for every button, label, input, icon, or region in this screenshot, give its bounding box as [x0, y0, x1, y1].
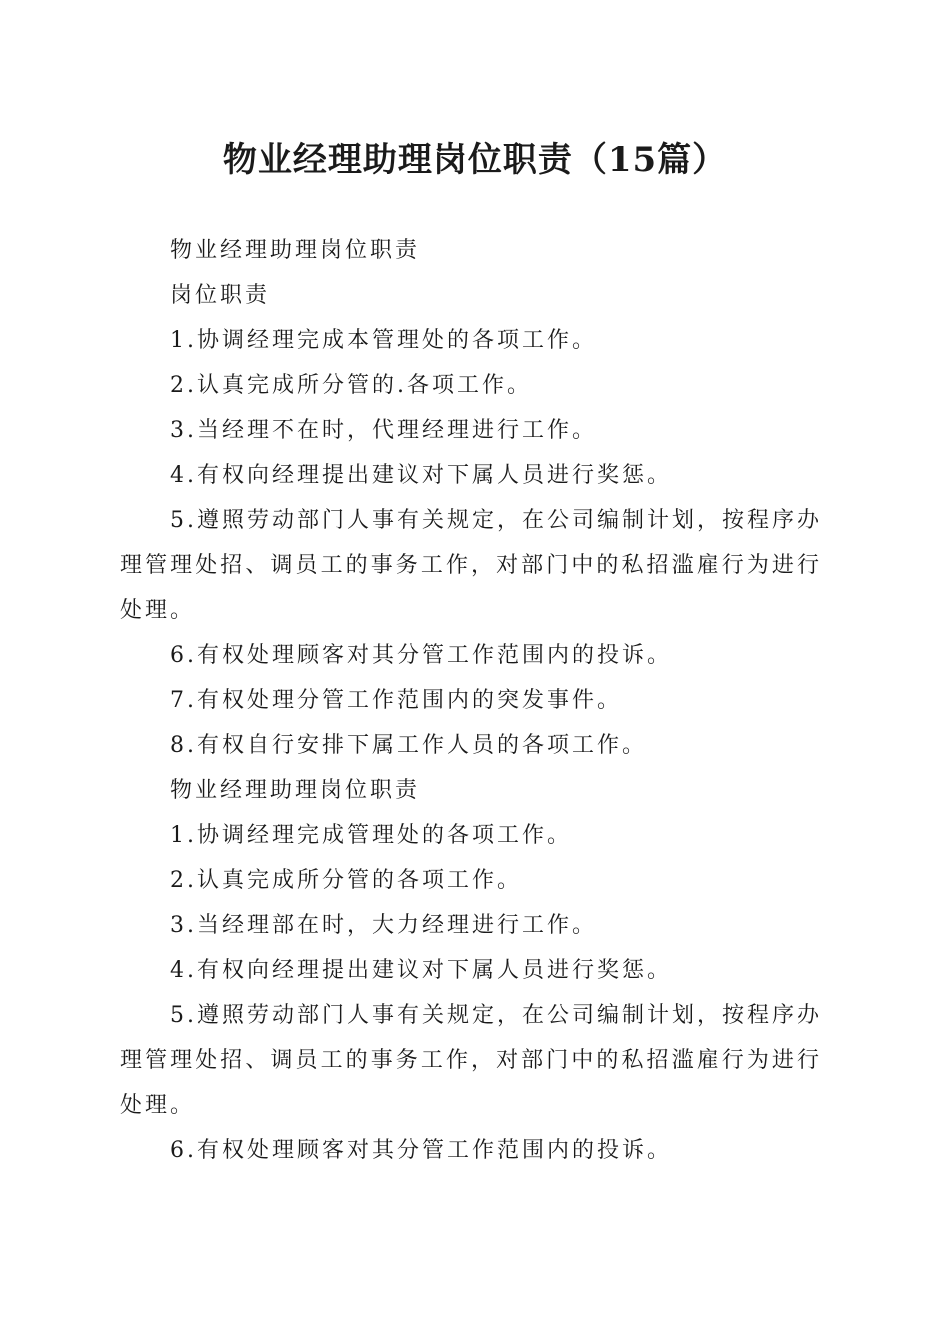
duty-item: 6.有权处理顾客对其分管工作范围内的投诉。 — [170, 1138, 672, 1163]
duty-item: 1.协调经理完成本管理处的各项工作。 — [170, 328, 597, 353]
section-heading: 物业经理助理岗位职责 — [170, 238, 421, 263]
document-title: 物业经理助理岗位职责（15篇） — [222, 140, 728, 180]
duty-item: 5.遵照劳动部门人事有关规定，在公司编制计划，按程序办理管理处招、调员工的事务工作，对部门中的私招滥雇行为进行处理。 — [120, 1003, 822, 1118]
subsection-heading: 岗位职责 — [170, 283, 271, 308]
document-body — [120, 228, 822, 1173]
duty-item: 4.有权向经理提出建议对下属人员进行奖惩。 — [170, 463, 672, 488]
duty-item: 4.有权向经理提出建议对下属人员进行奖惩。 — [170, 958, 672, 983]
duty-item: 1.协调经理完成管理处的各项工作。 — [170, 823, 572, 848]
duty-item: 2.认真完成所分管的.各项工作。 — [170, 373, 532, 398]
duty-item: 5.遵照劳动部门人事有关规定，在公司编制计划，按程序办理管理处招、调员工的事务工作，对部门中的私招滥雇行为进行处理。 — [120, 508, 822, 623]
duty-item: 6.有权处理顾客对其分管工作范围内的投诉。 — [170, 643, 672, 668]
section-heading: 物业经理助理岗位职责 — [170, 778, 421, 803]
duty-item: 8.有权自行安排下属工作人员的各项工作。 — [170, 733, 647, 758]
duty-item: 3.当经理部在时，大力经理进行工作。 — [170, 913, 597, 938]
duty-item: 7.有权处理分管工作范围内的突发事件。 — [170, 688, 622, 713]
duty-item: 2.认真完成所分管的各项工作。 — [170, 868, 522, 893]
duty-item: 3.当经理不在时，代理经理进行工作。 — [170, 418, 597, 443]
